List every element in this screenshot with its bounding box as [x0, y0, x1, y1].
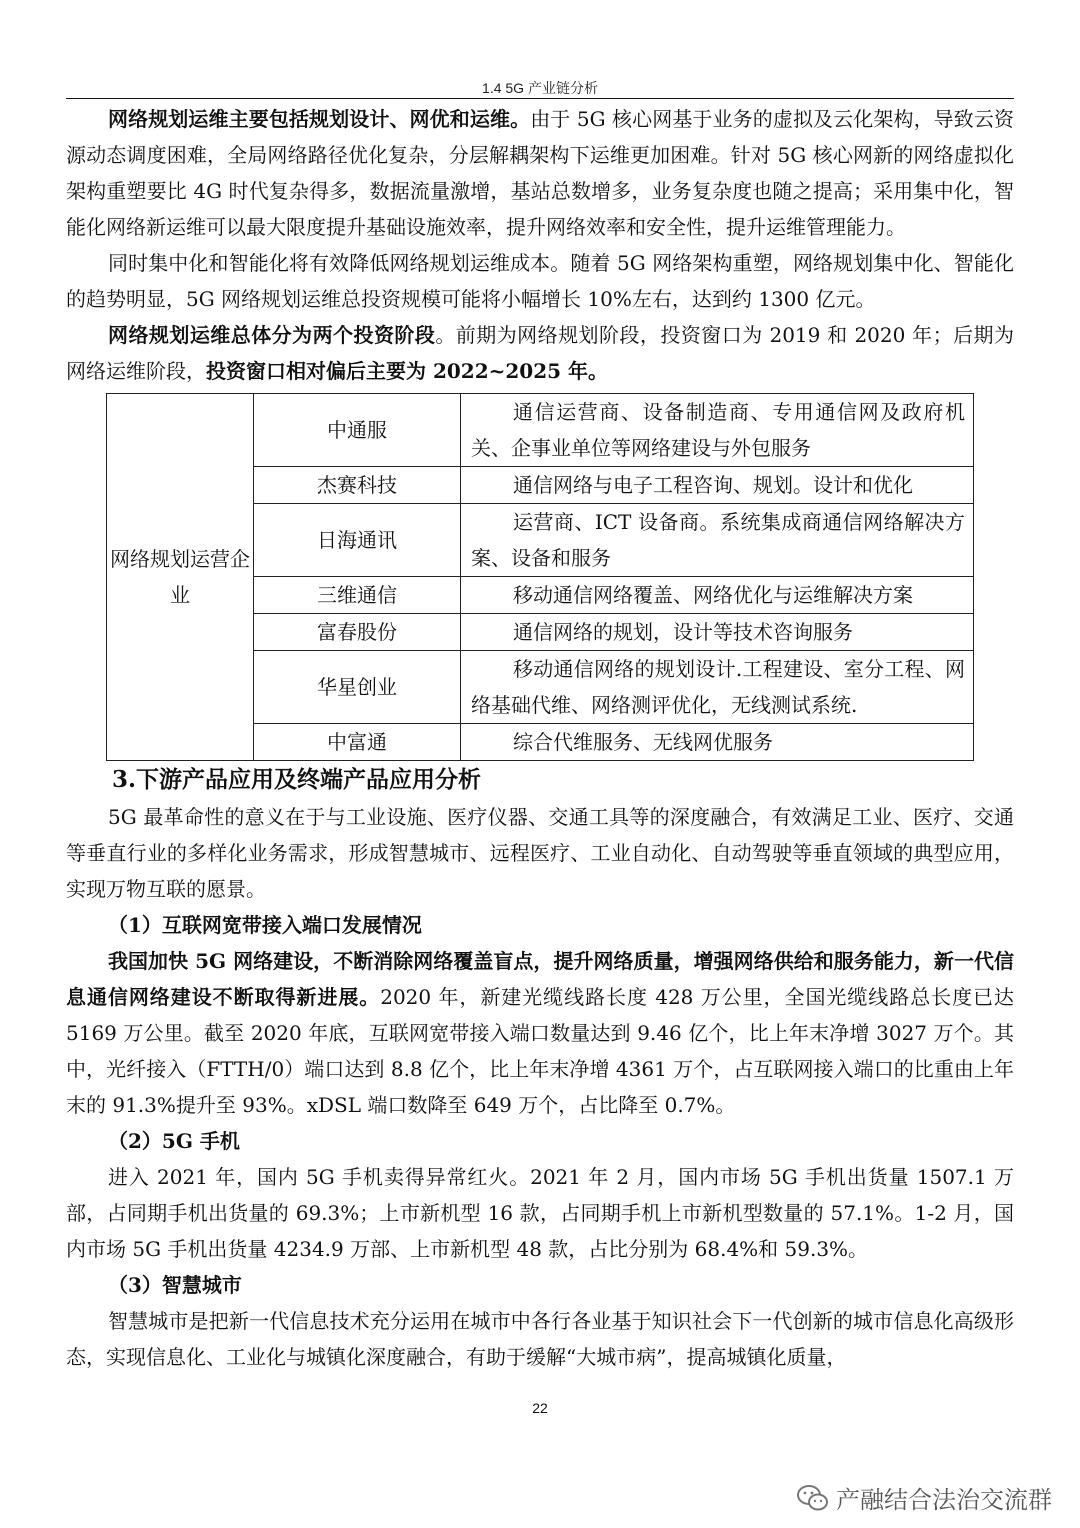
company-desc: 移动通信网络的规划设计.工程建设、室分工程、网络基础代维、网络测评优化，无线测试系统.	[461, 651, 974, 724]
paragraph-planning-text: 由于 5G 核心网基于业务的虚拟及云化架构，导致云资源动态调度困难，全局网络路径优化复杂，分层解耦架构下运维更加困难。针对 5G 核心网新的网络虚拟化架构重塑要比 4G 时代复杂得多，数据流量激增，基站总数增多，业务复杂度也随之提高；采用集中化，智能化网络新运维可以最大限度提升基础设施效率，提升网络效率和安全性，提升运维管理能力。	[66, 107, 1014, 239]
paragraph-smart-city: 智慧城市是把新一代信息技术充分运用在城市中各行各业基于知识社会下一代创新的城市信息化高级形态，实现信息化、工业化与城镇化深度融合，有助于缓解“大城市病”，提高城镇化质量，	[66, 1309, 1014, 1369]
page-header: 1.4 5G 产业链分析	[482, 80, 598, 96]
subsection-heading-broadband: （1）互联网宽带接入端口发展情况	[108, 913, 422, 937]
company-name: 富春股份	[254, 614, 461, 651]
company-name: 日海通讯	[254, 504, 461, 577]
company-desc: 通信网络与电子工程咨询、规划。设计和优化	[461, 467, 974, 504]
company-desc: 通信网络的规划，设计等技术咨询服务	[461, 614, 974, 651]
investment-text: 。前期为网络规划阶段，投资窗口为 2019 和 2020 年；后期为网络运维阶段，	[66, 323, 1014, 383]
watermark-text: 产融结合法治交流群	[836, 1486, 1052, 1514]
subsection-heading-phones: （2）5G 手机	[108, 1129, 240, 1153]
document-body	[66, 101, 1014, 1375]
companies-table	[106, 393, 974, 761]
paragraph-phones: 进入 2021 年，国内 5G 手机卖得异常红火。2021 年 2 月，国内市场 5G 手机出货量 1507.1 万部，占同期手机出货量的 69.3%；上市新机型 16 款，占同期手机上市新机型数量的 57.1%。1-2 月，国内市场 5G 手机出货量 4234.9 万部、上市新机型 48 款，占比分别为 68.4%和 59.3%。	[66, 1165, 1014, 1261]
company-desc: 通信运营商、设备制造商、专用通信网及政府机关、企事业单位等网络建设与外包服务	[461, 394, 974, 467]
company-name: 三维通信	[254, 577, 461, 614]
table-row	[107, 394, 974, 467]
company-desc: 运营商、ICT 设备商。系统集成商通信网络解决方案、设备和服务	[461, 504, 974, 577]
broadband-text: 2020 年，新建光缆线路长度 428 万公里，全国光缆线路总长度已达 5169 万公里。截至 2020 年底，互联网宽带接入端口数量达到 9.46 亿个，比上年末净增 3027 万个。其中，光纤接入（FTTH/0）端口达到 8.8 亿个，比上年末净增 4361 万个，占互联网接入端口的比重由上年末的 91.3%提升至 93%。xDSL 端口数降至 649 万个，占比降至 0.7%。	[66, 985, 1014, 1117]
paragraph-broadband	[66, 943, 1014, 1123]
paragraph-planning-lead: 网络规划运维主要包括规划设计、网优和运维。	[108, 107, 531, 131]
investment-window: 投资窗口相对偏后主要为 2022~2025 年。	[206, 359, 609, 383]
paragraph-planning	[66, 101, 1014, 245]
company-desc: 移动通信网络覆盖、网络优化与运维解决方案	[461, 577, 974, 614]
header-divider	[66, 98, 1014, 99]
paragraph-5g-significance: 5G 最革命性的意义在于与工业设施、医疗仪器、交通工具等的深度融合，有效满足工业、医疗、交通等垂直行业的多样化业务需求，形成智慧城市、远程医疗、工业自动化、自动驾驶等垂直领域的典型应用，实现万物互联的愿景。	[66, 805, 1014, 901]
investment-lead: 网络规划运维总体分为两个投资阶段	[108, 323, 436, 347]
subsection-heading-smart-city: （3）智慧城市	[108, 1273, 242, 1297]
company-name: 中通服	[254, 394, 461, 467]
section-heading: 3.下游产品应用及终端产品应用分析	[112, 766, 482, 793]
paragraph-cost: 同时集中化和智能化将有效降低网络规划运维成本。随着 5G 网络架构重塑，网络规划集中化、智能化的趋势明显，5G 网络规划运维总投资规模可能将小幅增长 10%左右，达到约 1300 亿元。	[66, 251, 1014, 311]
company-name: 中富通	[254, 724, 461, 761]
page-number: 22	[532, 1400, 548, 1416]
company-name: 杰赛科技	[254, 467, 461, 504]
company-name: 华星创业	[254, 651, 461, 724]
category-cell: 网络规划运营企业	[107, 394, 254, 761]
company-desc: 综合代维服务、无线网优服务	[461, 724, 974, 761]
broadband-lead: 我国加快 5G 网络建设，不断消除网络覆盖盲点，提升网络质量，增强网络供给和服务能力，新一代信息通信网络建设不断取得新进展。	[66, 949, 1014, 1009]
watermark	[796, 1480, 1052, 1515]
paragraph-investment	[66, 317, 1014, 389]
wechat-icon	[796, 1483, 830, 1513]
